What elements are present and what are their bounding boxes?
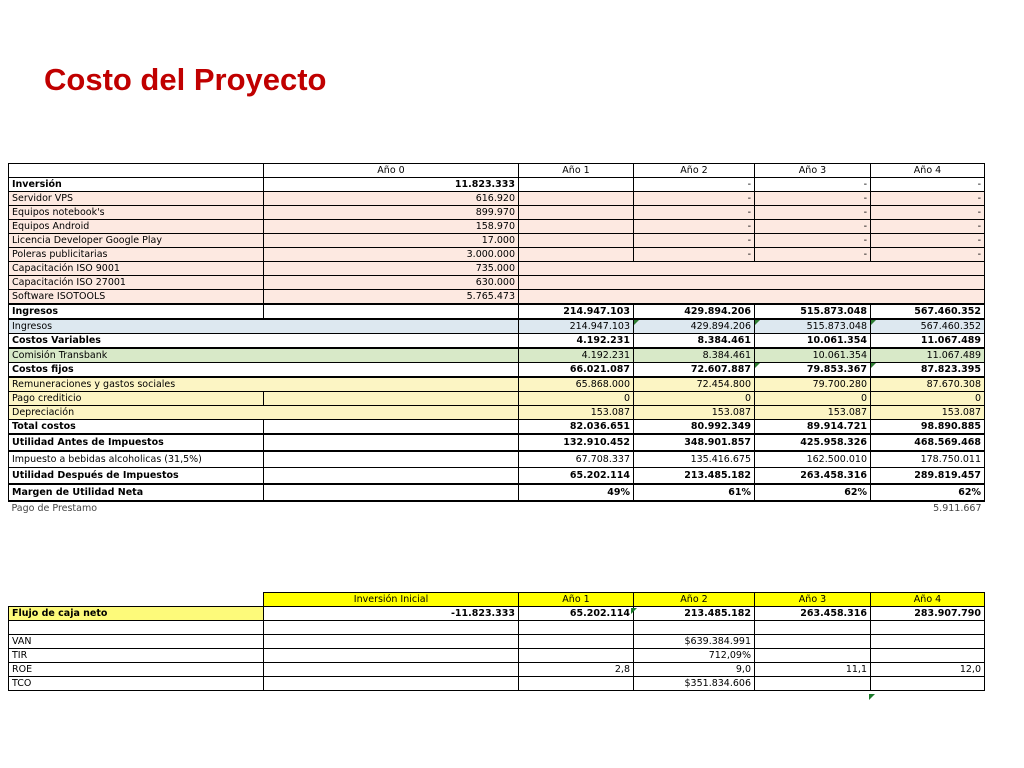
cell-value xyxy=(519,178,634,192)
row-label: Poleras publicitarias xyxy=(9,248,264,262)
row-label: Ingresos xyxy=(9,304,264,319)
cell-value: 80.992.349 xyxy=(634,420,755,435)
cell-value: 214.947.103 xyxy=(519,304,634,319)
row-label: Inversión xyxy=(9,178,264,192)
header-cell: Año 0 xyxy=(264,164,519,178)
table-row xyxy=(9,178,985,192)
cell-value: - xyxy=(634,248,755,262)
header-cell: Año 2 xyxy=(634,164,755,178)
cell-value: 12,0 xyxy=(871,663,985,677)
cell-value: 11.067.489 xyxy=(871,334,985,349)
cell-value xyxy=(264,663,519,677)
cost-table xyxy=(8,163,985,515)
cell-value: 712,09% xyxy=(634,649,755,663)
cell-value xyxy=(519,276,985,290)
cell-value: 8.384.461 xyxy=(634,348,755,363)
table-row xyxy=(9,406,985,420)
cell-value: 10.061.354 xyxy=(755,348,871,363)
row-label: Impuesto a bebidas alcoholicas (31,5%) xyxy=(9,451,264,468)
table-row xyxy=(9,319,985,334)
cell-value xyxy=(755,501,871,515)
cell-value xyxy=(264,392,519,406)
cell-value: 289.819.457 xyxy=(871,468,985,485)
row-label: Comisión Transbank xyxy=(9,348,519,363)
cell-value: 263.458.316 xyxy=(755,607,871,621)
row-label: Flujo de caja neto xyxy=(9,607,264,621)
header-cell: Año 4 xyxy=(871,593,985,607)
cell-value: 348.901.857 xyxy=(634,434,755,451)
row-label: Pago de Prestamo xyxy=(9,501,264,515)
cashflow-table xyxy=(8,592,985,691)
row-label: VAN xyxy=(9,635,264,649)
table-row xyxy=(9,677,985,691)
cell-value: 153.087 xyxy=(634,406,755,420)
cell-value: 98.890.885 xyxy=(871,420,985,435)
table-row xyxy=(9,649,985,663)
cell-value: - xyxy=(871,234,985,248)
cell-value: 283.907.790 xyxy=(871,607,985,621)
cell-value xyxy=(264,677,519,691)
header-cell: Año 1 xyxy=(519,164,634,178)
table-row xyxy=(9,484,985,501)
cell-value: 263.458.316 xyxy=(755,468,871,485)
cell-value: - xyxy=(871,248,985,262)
cell-value: 0 xyxy=(755,392,871,406)
cell-value: 79.853.367 xyxy=(755,363,871,378)
cell-value: - xyxy=(871,178,985,192)
table-row xyxy=(9,206,985,220)
cell-value: 9,0 xyxy=(634,663,755,677)
header-cell: Inversión Inicial xyxy=(264,593,519,607)
table-row xyxy=(9,663,985,677)
table-row xyxy=(9,234,985,248)
table-row xyxy=(9,192,985,206)
cell-value xyxy=(9,621,264,635)
cell-value: 11.067.489 xyxy=(871,348,985,363)
row-label: Capacitación ISO 9001 xyxy=(9,262,264,276)
cell-value: - xyxy=(755,220,871,234)
row-label: Pago crediticio xyxy=(9,392,264,406)
row-label: TCO xyxy=(9,677,264,691)
cell-value: 79.700.280 xyxy=(755,377,871,392)
cell-value: 2,8 xyxy=(519,663,634,677)
table-row xyxy=(9,363,985,378)
cell-value xyxy=(519,248,634,262)
table-row xyxy=(9,248,985,262)
table-row xyxy=(9,501,985,515)
cell-value: 899.970 xyxy=(264,206,519,220)
cell-value xyxy=(519,206,634,220)
table-row xyxy=(9,348,985,363)
cell-value: 0 xyxy=(634,392,755,406)
header-cell: Año 1 xyxy=(519,593,634,607)
cell-value: 10.061.354 xyxy=(755,334,871,349)
row-label: Utilidad Antes de Impuestos xyxy=(9,434,264,451)
cell-value xyxy=(264,484,519,501)
cell-value: 616.920 xyxy=(264,192,519,206)
cell-value xyxy=(519,234,634,248)
cell-value xyxy=(519,635,634,649)
cell-value: 178.750.011 xyxy=(871,451,985,468)
cell-value: 4.192.231 xyxy=(519,348,634,363)
cell-value: - xyxy=(634,178,755,192)
cell-value: - xyxy=(634,234,755,248)
cell-value: 214.947.103 xyxy=(519,319,634,334)
table-row xyxy=(9,392,985,406)
cell-value: 11.823.333 xyxy=(264,178,519,192)
cell-value: 735.000 xyxy=(264,262,519,276)
cell-value: 87.823.395 xyxy=(871,363,985,378)
cell-value xyxy=(755,649,871,663)
row-label: Margen de Utilidad Neta xyxy=(9,484,264,501)
header-row xyxy=(9,164,985,178)
cell-value: 213.485.182 xyxy=(634,468,755,485)
cell-value: 82.036.651 xyxy=(519,420,634,435)
cell-value xyxy=(755,677,871,691)
cell-value: - xyxy=(755,234,871,248)
row-label: Total costos xyxy=(9,420,264,435)
header-row xyxy=(9,593,985,607)
cell-comment-marker xyxy=(631,608,637,614)
cell-value: 62% xyxy=(755,484,871,501)
row-label: Licencia Developer Google Play xyxy=(9,234,264,248)
cell-comment-marker xyxy=(869,694,875,700)
cell-value xyxy=(264,621,519,635)
cell-value xyxy=(264,468,519,485)
cell-value: 567.460.352 xyxy=(871,319,985,334)
header-cell xyxy=(9,593,264,607)
cell-value xyxy=(519,621,634,635)
cell-value xyxy=(264,420,519,435)
cell-value xyxy=(519,220,634,234)
cell-value: 0 xyxy=(871,392,985,406)
cell-value: 515.873.048 xyxy=(755,304,871,319)
cell-value: 5.765.473 xyxy=(264,290,519,305)
cell-value xyxy=(871,621,985,635)
table-row xyxy=(9,377,985,392)
cell-value xyxy=(755,635,871,649)
cell-value xyxy=(871,635,985,649)
cell-value xyxy=(519,290,985,305)
cell-value: 65.202.114 xyxy=(519,468,634,485)
cell-value: 66.021.087 xyxy=(519,363,634,378)
cell-value xyxy=(871,677,985,691)
cell-value: 425.958.326 xyxy=(755,434,871,451)
cell-value: 429.894.206 xyxy=(634,304,755,319)
cell-value: - xyxy=(634,220,755,234)
cell-value: 153.087 xyxy=(519,406,634,420)
cell-value xyxy=(264,451,519,468)
page-title: Costo del Proyecto xyxy=(44,62,327,97)
cell-value: 62% xyxy=(871,484,985,501)
cell-value xyxy=(519,262,985,276)
cell-value: 8.384.461 xyxy=(634,334,755,349)
cell-value: 0 xyxy=(519,392,634,406)
cell-value xyxy=(264,635,519,649)
cell-value: $639.384.991 xyxy=(634,635,755,649)
cell-value xyxy=(634,621,755,635)
header-cell: Año 3 xyxy=(755,593,871,607)
cell-value: 213.485.182 xyxy=(634,607,755,621)
cell-value: 153.087 xyxy=(755,406,871,420)
table-row xyxy=(9,607,985,621)
table-row xyxy=(9,220,985,234)
cell-value: 17.000 xyxy=(264,234,519,248)
cell-value: 567.460.352 xyxy=(871,304,985,319)
cell-value: 67.708.337 xyxy=(519,451,634,468)
header-cell: Año 2 xyxy=(634,593,755,607)
row-label: Software ISOTOOLS xyxy=(9,290,264,305)
header-cell: Año 3 xyxy=(755,164,871,178)
header-cell: Año 4 xyxy=(871,164,985,178)
cell-value xyxy=(519,677,634,691)
cell-value: 65.868.000 xyxy=(519,377,634,392)
cell-value: - xyxy=(755,206,871,220)
cell-value: 61% xyxy=(634,484,755,501)
row-label: Utilidad Después de Impuestos xyxy=(9,468,264,485)
row-label: Equipos Android xyxy=(9,220,264,234)
table-row xyxy=(9,451,985,468)
cell-value: 3.000.000 xyxy=(264,248,519,262)
cell-value: 11,1 xyxy=(755,663,871,677)
table-row xyxy=(9,304,985,319)
cell-value: 65.202.114 xyxy=(519,607,634,621)
cell-value: 4.192.231 xyxy=(519,334,634,349)
cell-value: 158.970 xyxy=(264,220,519,234)
row-label: Costos Variables xyxy=(9,334,519,349)
cell-value: 72.454.800 xyxy=(634,377,755,392)
table-row xyxy=(9,621,985,635)
row-label: Servidor VPS xyxy=(9,192,264,206)
cell-value: 89.914.721 xyxy=(755,420,871,435)
cell-value: 515.873.048 xyxy=(755,319,871,334)
cell-value: - xyxy=(634,192,755,206)
cell-value xyxy=(519,501,634,515)
cell-value: - xyxy=(634,206,755,220)
table-row xyxy=(9,276,985,290)
cell-value: 429.894.206 xyxy=(634,319,755,334)
cell-value: - xyxy=(871,206,985,220)
cell-value: 162.500.010 xyxy=(755,451,871,468)
cell-value xyxy=(264,304,519,319)
cell-value: 132.910.452 xyxy=(519,434,634,451)
cell-value: 468.569.468 xyxy=(871,434,985,451)
cell-value xyxy=(634,501,755,515)
row-label: Capacitación ISO 27001 xyxy=(9,276,264,290)
cell-value: -11.823.333 xyxy=(264,607,519,621)
cell-value xyxy=(519,649,634,663)
cell-value: 5.911.667 xyxy=(871,501,985,515)
cell-value: - xyxy=(755,178,871,192)
row-label: Equipos notebook's xyxy=(9,206,264,220)
table-row xyxy=(9,290,985,305)
cell-value: - xyxy=(871,220,985,234)
cell-value: 87.670.308 xyxy=(871,377,985,392)
table-row xyxy=(9,334,985,349)
cell-value xyxy=(519,192,634,206)
table-row xyxy=(9,468,985,485)
table-row xyxy=(9,262,985,276)
cell-value: 72.607.887 xyxy=(634,363,755,378)
cell-value: 49% xyxy=(519,484,634,501)
row-label: Ingresos xyxy=(9,319,519,334)
cell-value: - xyxy=(755,248,871,262)
row-label: Costos fijos xyxy=(9,363,519,378)
cell-value: 135.416.675 xyxy=(634,451,755,468)
row-label: Remuneraciones y gastos sociales xyxy=(9,377,519,392)
cell-value: 630.000 xyxy=(264,276,519,290)
cell-value: - xyxy=(871,192,985,206)
cell-value: $351.834.606 xyxy=(634,677,755,691)
cell-value xyxy=(264,649,519,663)
table-row xyxy=(9,420,985,435)
cell-value: - xyxy=(755,192,871,206)
cell-value xyxy=(871,649,985,663)
cell-value xyxy=(755,621,871,635)
row-label: TIR xyxy=(9,649,264,663)
row-label: ROE xyxy=(9,663,264,677)
row-label: Depreciación xyxy=(9,406,519,420)
cell-value xyxy=(264,501,519,515)
cell-value xyxy=(264,434,519,451)
table-row xyxy=(9,635,985,649)
header-cell xyxy=(9,164,264,178)
cell-value: 153.087 xyxy=(871,406,985,420)
table-row xyxy=(9,434,985,451)
